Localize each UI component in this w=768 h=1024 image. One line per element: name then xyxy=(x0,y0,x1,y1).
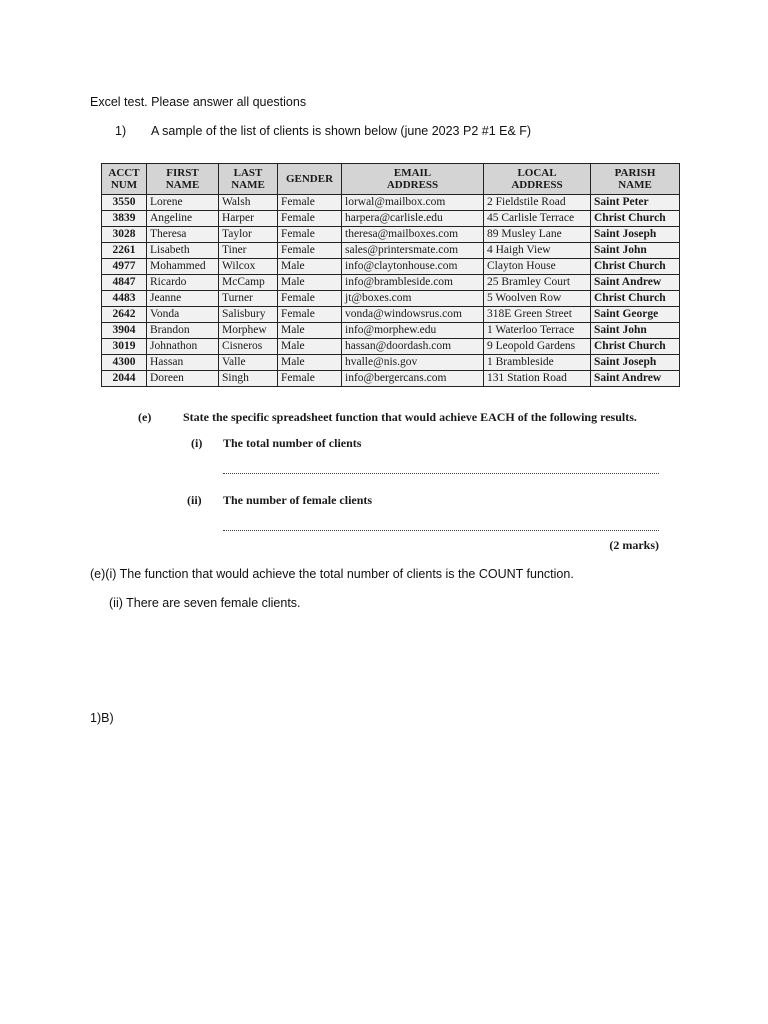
column-header-text: NAME xyxy=(618,179,652,191)
table-cell: Female xyxy=(278,371,342,387)
table-cell: Christ Church xyxy=(591,291,680,307)
table-cell: Walsh xyxy=(219,195,278,211)
answer-part-ii: (ii) There are seven female clients. xyxy=(109,596,301,610)
table-cell: 2044 xyxy=(102,371,147,387)
table-cell: Saint John xyxy=(591,323,680,339)
table-cell: Turner xyxy=(219,291,278,307)
column-header-text: NUM xyxy=(110,179,138,191)
header-row xyxy=(102,164,680,195)
column-header xyxy=(484,164,591,195)
table-cell: Christ Church xyxy=(591,211,680,227)
table-cell: 3028 xyxy=(102,227,147,243)
table-cell: 2642 xyxy=(102,307,147,323)
exam-scan-image xyxy=(93,157,683,557)
table-cell: info@brambleside.com xyxy=(342,275,484,291)
part-i-label: (i) xyxy=(191,436,203,450)
column-header-text: NAME xyxy=(165,179,200,191)
table-cell: Salisbury xyxy=(219,307,278,323)
table-cell: McCamp xyxy=(219,275,278,291)
table-cell: 4300 xyxy=(102,355,147,371)
table-cell: 4483 xyxy=(102,291,147,307)
column-header xyxy=(219,164,278,195)
document-heading: Excel test. Please answer all questions xyxy=(90,95,307,109)
table-cell: Male xyxy=(278,259,342,275)
table-cell: Singh xyxy=(219,371,278,387)
part-ii-text: The number of female clients xyxy=(223,493,373,507)
table-cell: 5 Woolven Row xyxy=(484,291,591,307)
column-header xyxy=(147,164,219,195)
table-cell: 3550 xyxy=(102,195,147,211)
table-cell: 9 Leopold Gardens xyxy=(484,339,591,355)
column-header-text: FIRST xyxy=(166,167,199,179)
column-header-text: LAST xyxy=(233,167,263,179)
table-cell: Saint Joseph xyxy=(591,355,680,371)
column-header-text: LOCAL xyxy=(517,167,557,179)
table-cell: Saint Andrew xyxy=(591,371,680,387)
table-cell: 2261 xyxy=(102,243,147,259)
table-cell: Tiner xyxy=(219,243,278,259)
table-cell: info@bergercans.com xyxy=(342,371,484,387)
table-cell: Theresa xyxy=(147,227,219,243)
table-cell: Valle xyxy=(219,355,278,371)
table-cell: Saint George xyxy=(591,307,680,323)
table-cell: 89 Musley Lane xyxy=(484,227,591,243)
table-cell: 3839 xyxy=(102,211,147,227)
table-cell: 131 Station Road xyxy=(484,371,591,387)
marks-label: (2 marks) xyxy=(609,538,659,552)
table-cell: Female xyxy=(278,243,342,259)
answer-part-i: (e)(i) The function that would achieve the total number of clients is the COUNT function. xyxy=(90,567,574,581)
column-header xyxy=(278,164,342,195)
answer-line-ii xyxy=(223,530,659,531)
column-header-text: PARISH xyxy=(614,167,656,179)
table-cell: Saint Joseph xyxy=(591,227,680,243)
table-cell: Jeanne xyxy=(147,291,219,307)
table-cell: Ricardo xyxy=(147,275,219,291)
table-cell: Wilcox xyxy=(219,259,278,275)
table-cell: hvalle@nis.gov xyxy=(342,355,484,371)
table-cell: jt@boxes.com xyxy=(342,291,484,307)
column-header xyxy=(342,164,484,195)
column-header-text: NAME xyxy=(231,179,265,191)
column-header-text: GENDER xyxy=(285,173,334,185)
table-cell: lorwal@mailbox.com xyxy=(342,195,484,211)
clients-table-body xyxy=(102,195,680,387)
table-cell: Female xyxy=(278,291,342,307)
table-cell: Cisneros xyxy=(219,339,278,355)
table-row xyxy=(102,371,680,387)
table-cell: Mohammed xyxy=(147,259,219,275)
table-row xyxy=(102,259,680,275)
table-row xyxy=(102,339,680,355)
table-row xyxy=(102,275,680,291)
table-cell: 4847 xyxy=(102,275,147,291)
table-cell: Christ Church xyxy=(591,339,680,355)
clients-table-header xyxy=(102,164,680,195)
table-cell: 3904 xyxy=(102,323,147,339)
table-cell: info@morphew.edu xyxy=(342,323,484,339)
table-cell: Hassan xyxy=(147,355,219,371)
column-header xyxy=(591,164,680,195)
table-row xyxy=(102,227,680,243)
table-row xyxy=(102,291,680,307)
column-header xyxy=(102,164,147,195)
table-cell: Female xyxy=(278,307,342,323)
table-cell: vonda@windowsrus.com xyxy=(342,307,484,323)
table-cell: 45 Carlisle Terrace xyxy=(484,211,591,227)
part-ii-label: (ii) xyxy=(187,493,202,507)
table-cell: sales@printersmate.com xyxy=(342,243,484,259)
table-cell: Male xyxy=(278,323,342,339)
table-cell: Morphew xyxy=(219,323,278,339)
column-header-text: EMAIL xyxy=(393,167,432,179)
table-cell: Harper xyxy=(219,211,278,227)
question-text: A sample of the list of clients is shown below (june 2023 P2 #1 E& F) xyxy=(151,124,532,138)
table-cell: hassan@doordash.com xyxy=(342,339,484,355)
table-cell: 4 Haigh View xyxy=(484,243,591,259)
table-cell: Christ Church xyxy=(591,259,680,275)
table-cell: Saint Andrew xyxy=(591,275,680,291)
table-cell: Johnathon xyxy=(147,339,219,355)
table-cell: 4977 xyxy=(102,259,147,275)
answer-line-i xyxy=(223,473,659,474)
table-cell: 3019 xyxy=(102,339,147,355)
part-i-text: The total number of clients xyxy=(223,436,362,450)
table-cell: Taylor xyxy=(219,227,278,243)
table-cell: 25 Bramley Court xyxy=(484,275,591,291)
column-header-text: ADDRESS xyxy=(386,179,439,191)
table-cell: 1 Waterloo Terrace xyxy=(484,323,591,339)
table-row xyxy=(102,307,680,323)
table-cell: Male xyxy=(278,275,342,291)
table-cell: Lisabeth xyxy=(147,243,219,259)
table-cell: Lorene xyxy=(147,195,219,211)
table-cell: Vonda xyxy=(147,307,219,323)
table-row xyxy=(102,323,680,339)
table-row xyxy=(102,195,680,211)
table-cell: 318E Green Street xyxy=(484,307,591,323)
table-cell: 2 Fieldstile Road xyxy=(484,195,591,211)
table-cell: Female xyxy=(278,211,342,227)
table-cell: Doreen xyxy=(147,371,219,387)
table-cell: Clayton House xyxy=(484,259,591,275)
column-header-text: ADDRESS xyxy=(511,179,563,191)
table-cell: info@claytonhouse.com xyxy=(342,259,484,275)
table-cell: Female xyxy=(278,195,342,211)
table-cell: theresa@mailboxes.com xyxy=(342,227,484,243)
table-row xyxy=(102,243,680,259)
table-cell: Male xyxy=(278,339,342,355)
table-cell: Male xyxy=(278,355,342,371)
table-cell: Saint Peter xyxy=(591,195,680,211)
part-e-label: (e) xyxy=(138,410,152,424)
table-cell: harpera@carlisle.edu xyxy=(342,211,484,227)
column-header-text: ACCT xyxy=(108,167,140,179)
question-1b-label: 1)B) xyxy=(90,711,114,725)
table-cell: Angeline xyxy=(147,211,219,227)
table-row xyxy=(102,355,680,371)
question-number: 1) xyxy=(115,124,127,138)
table-cell: Saint John xyxy=(591,243,680,259)
table-cell: Brandon xyxy=(147,323,219,339)
table-row xyxy=(102,211,680,227)
table-cell: 1 Brambleside xyxy=(484,355,591,371)
table-cell: Female xyxy=(278,227,342,243)
part-e-instruction: State the specific spreadsheet function that would achieve EACH of the following results. xyxy=(183,410,637,424)
clients-table xyxy=(101,163,680,387)
